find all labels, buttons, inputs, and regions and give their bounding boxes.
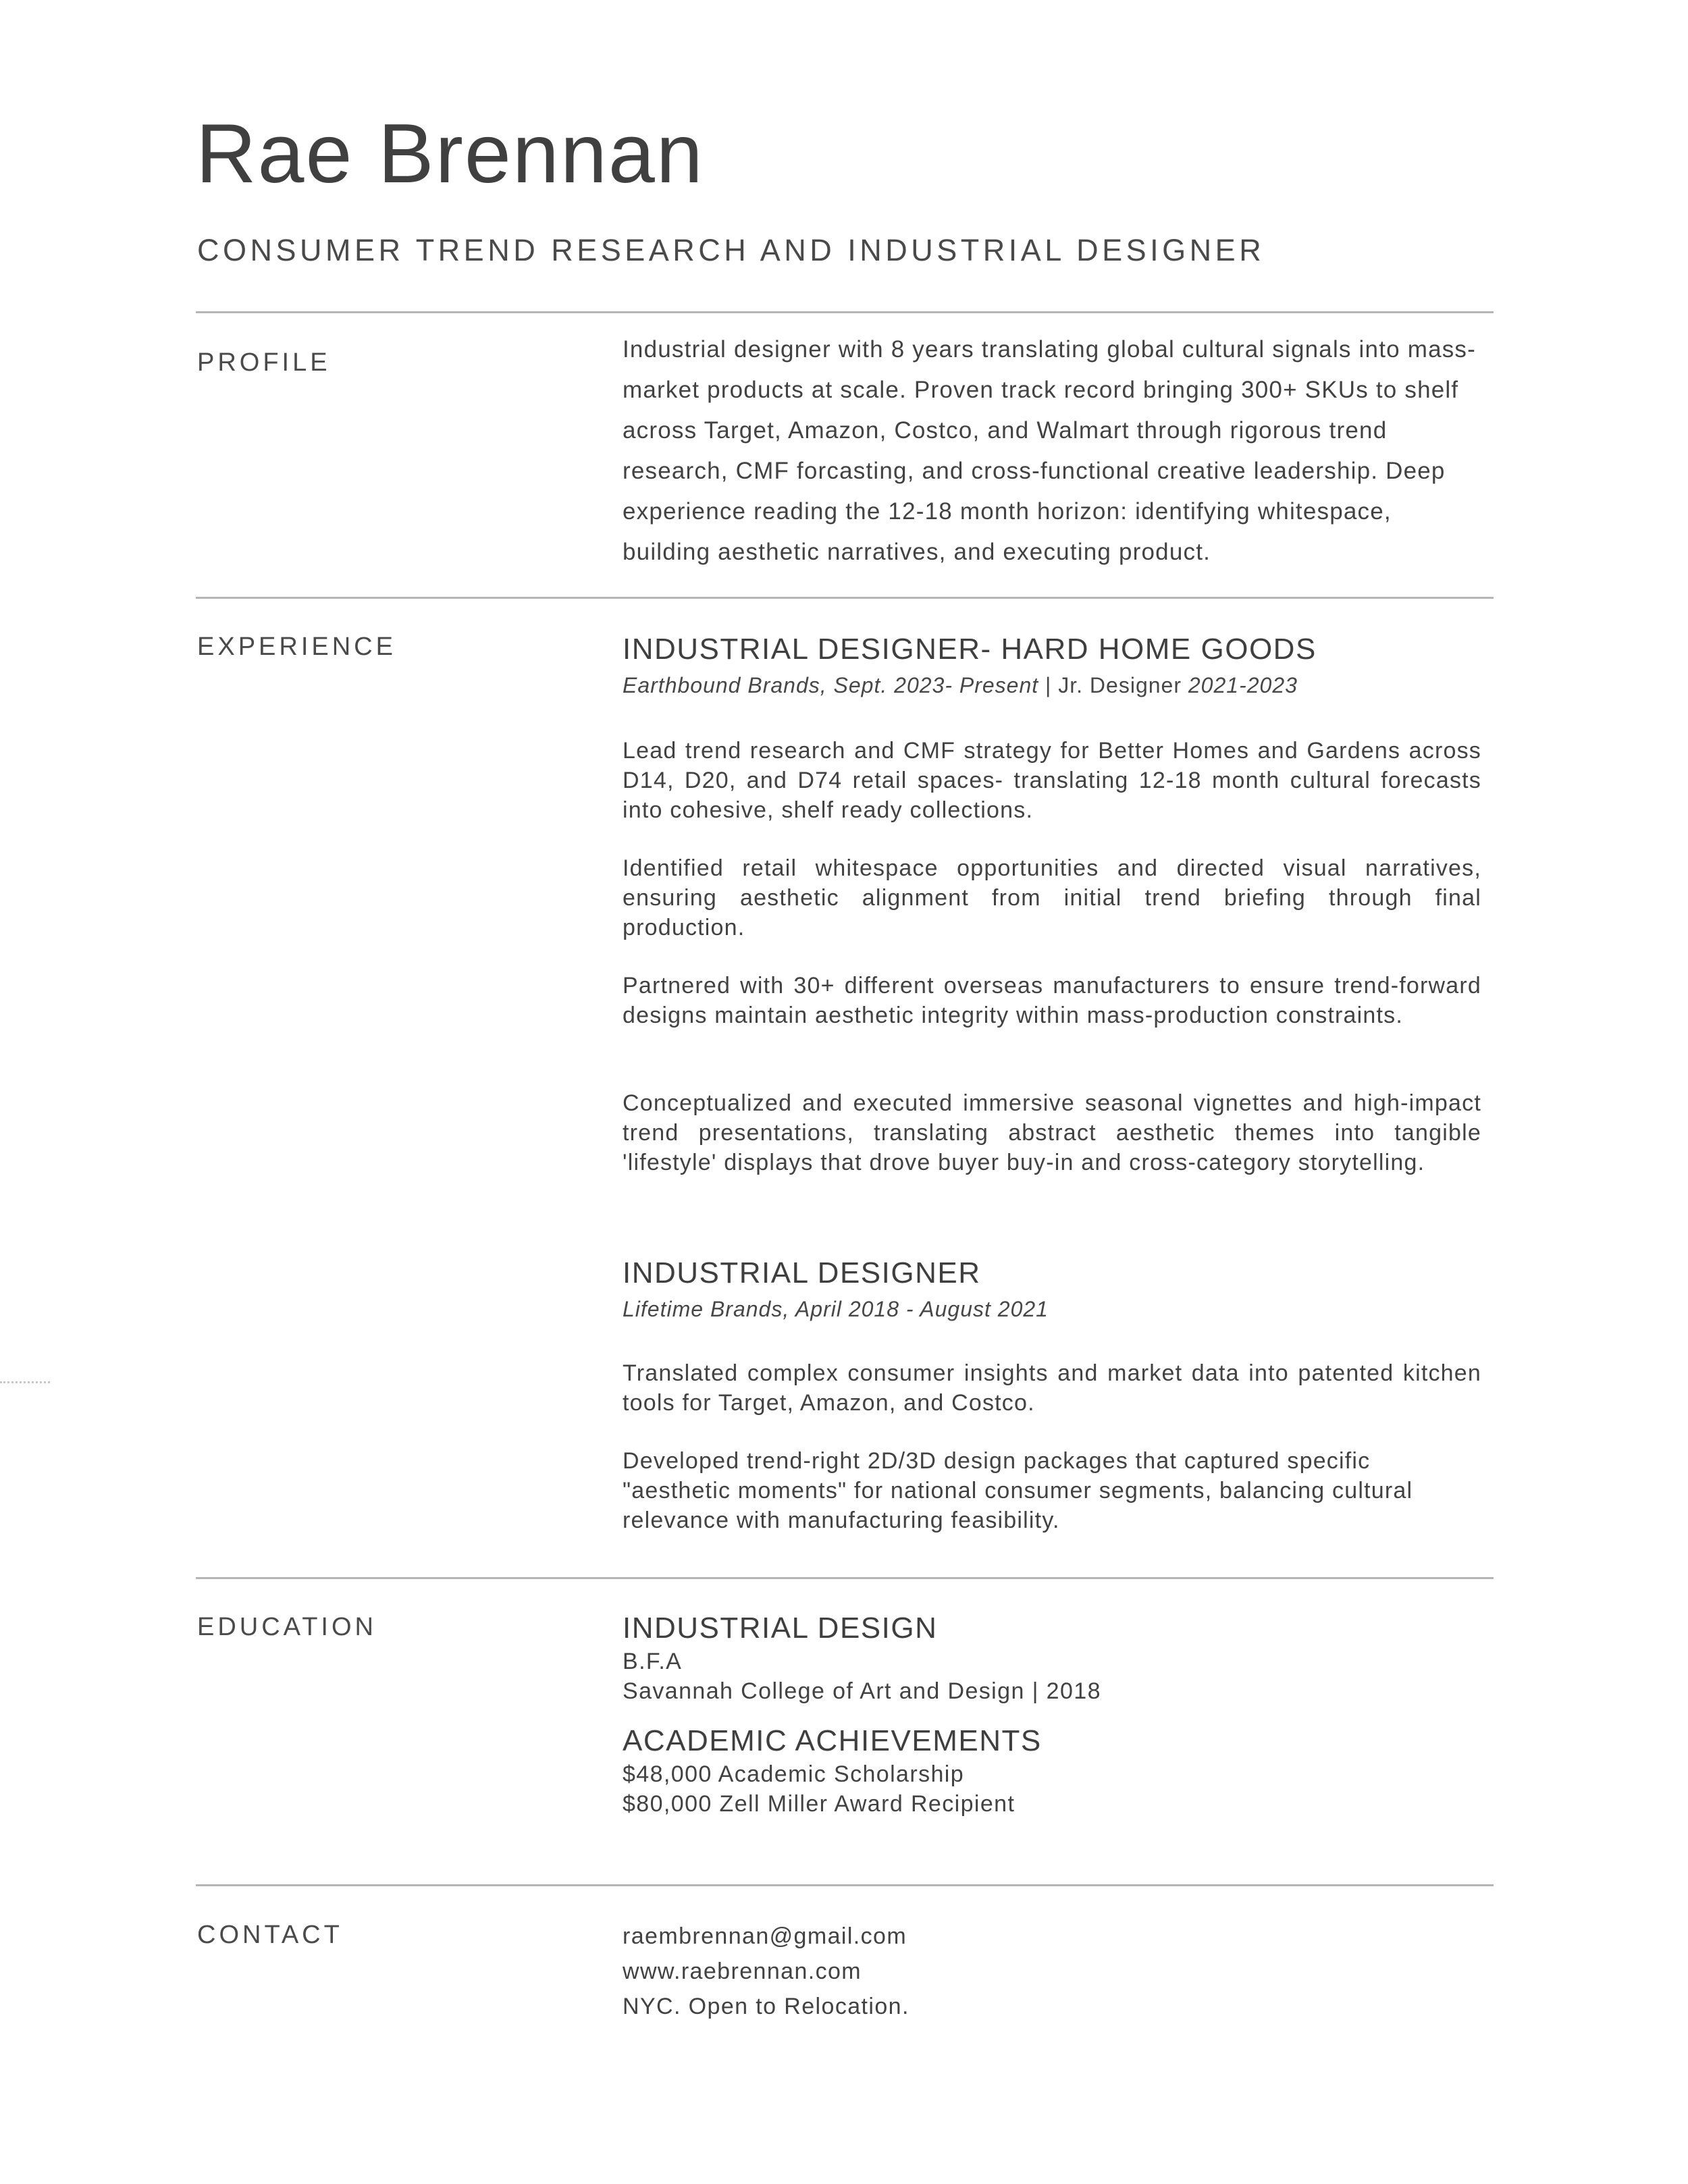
job-bullet-text: Translated complex consumer insights and market data into patented kitchen tools for Target, Amazon, and Costco.	[623, 1360, 1481, 1416]
contact-section	[623, 1919, 1481, 2024]
education-label: EDUCATION	[197, 1613, 377, 1641]
contact-location: NYC. Open to Relocation.	[623, 1994, 909, 2019]
job-bullet	[623, 853, 1481, 942]
profile-label: PROFILE	[197, 348, 331, 377]
degree-title: INDUSTRIAL DESIGN	[623, 1612, 938, 1645]
profile-section	[623, 329, 1481, 572]
job-company-dates	[623, 672, 1481, 700]
job-bullet-text: Identified retail whitespace opportunities and directed visual narratives, ensuring aesthetic alignment from initial trend briefing through final production.	[623, 855, 1481, 940]
degree: B.F.A	[623, 1648, 683, 1674]
experience-label: EXPERIENCE	[197, 633, 396, 661]
education-section	[623, 1611, 1481, 1819]
divider	[196, 597, 1494, 599]
job-company: Earthbound Brands, Sept. 2023- Present	[623, 672, 1039, 697]
job-title: INDUSTRIAL DESIGNER	[623, 1256, 981, 1289]
job-bullet	[623, 1358, 1481, 1418]
resume-title: CONSUMER TREND RESEARCH AND INDUSTRIAL DESIGNER	[197, 233, 1265, 267]
job-bullet	[623, 971, 1481, 1030]
divider	[196, 311, 1494, 313]
contact-label: CONTACT	[197, 1921, 343, 1949]
job-bullet-text: Partnered with 30+ different overseas manufacturers to ensure trend-forward designs maintain aesthetic integrity within mass-production constraints.	[623, 973, 1481, 1028]
job-separator: |	[1038, 672, 1059, 697]
margin-dots	[0, 1381, 50, 1383]
achievements-title: ACADEMIC ACHIEVEMENTS	[623, 1724, 1042, 1757]
divider	[196, 1884, 1494, 1886]
school: Savannah College of Art and Design | 2018	[623, 1678, 1101, 1704]
achievement-item: $80,000 Zell Miller Award Recipient	[623, 1790, 1016, 1817]
achievement-item: $48,000 Academic Scholarship	[623, 1761, 965, 1787]
job-bullet-text: Developed trend-right 2D/3D design packages that captured specific "aesthetic moments" for national consumer segments, balancing cultural relevance with manufacturing feasibility.	[623, 1448, 1413, 1533]
resume-name: Rae Brennan	[196, 107, 704, 201]
job-prior-dates: 2021-2023	[1188, 672, 1298, 697]
job-entry	[623, 632, 1481, 699]
job-bullet-text: Conceptualized and executed immersive seasonal vignettes and high-impact trend presentations, translating abstract aesthetic themes into tangible 'lifestyle' displays that drove buyer buy-in and cross-category storytelling.	[623, 1090, 1481, 1175]
contact-email[interactable]: raembrennan@gmail.com	[623, 1923, 907, 1949]
profile-text: Industrial designer with 8 years translating global cultural signals into mass-market products at scale. Proven track record bringing 300+ SKUs to shelf across Target, Amazon, Costco, and Walmart through rigorous trend research, CMF forcasting, and cross-functional creative leadership. Deep experience reading the 12-18 month horizon: identifying whitespace, building aesthetic narratives, and executing product.	[623, 336, 1476, 565]
job-bullet	[623, 736, 1481, 825]
job-bullet-text: Lead trend research and CMF strategy for Better Homes and Gardens across D14, D20, and D74 retail spaces- translating 12-18 month cultural forecasts into cohesive, shelf ready collections.	[623, 738, 1481, 823]
contact-website[interactable]: www.raebrennan.com	[623, 1959, 862, 1984]
job-company: Lifetime Brands, April 2018 - August 2021	[623, 1296, 1049, 1321]
job-prior-role: Jr. Designer	[1058, 672, 1188, 697]
divider	[196, 1577, 1494, 1579]
job-bullet	[623, 1088, 1481, 1177]
job-company-dates	[623, 1296, 1481, 1324]
job-bullet	[623, 1446, 1481, 1535]
job-entry	[623, 1256, 1481, 1323]
job-title: INDUSTRIAL DESIGNER- HARD HOME GOODS	[623, 633, 1317, 666]
